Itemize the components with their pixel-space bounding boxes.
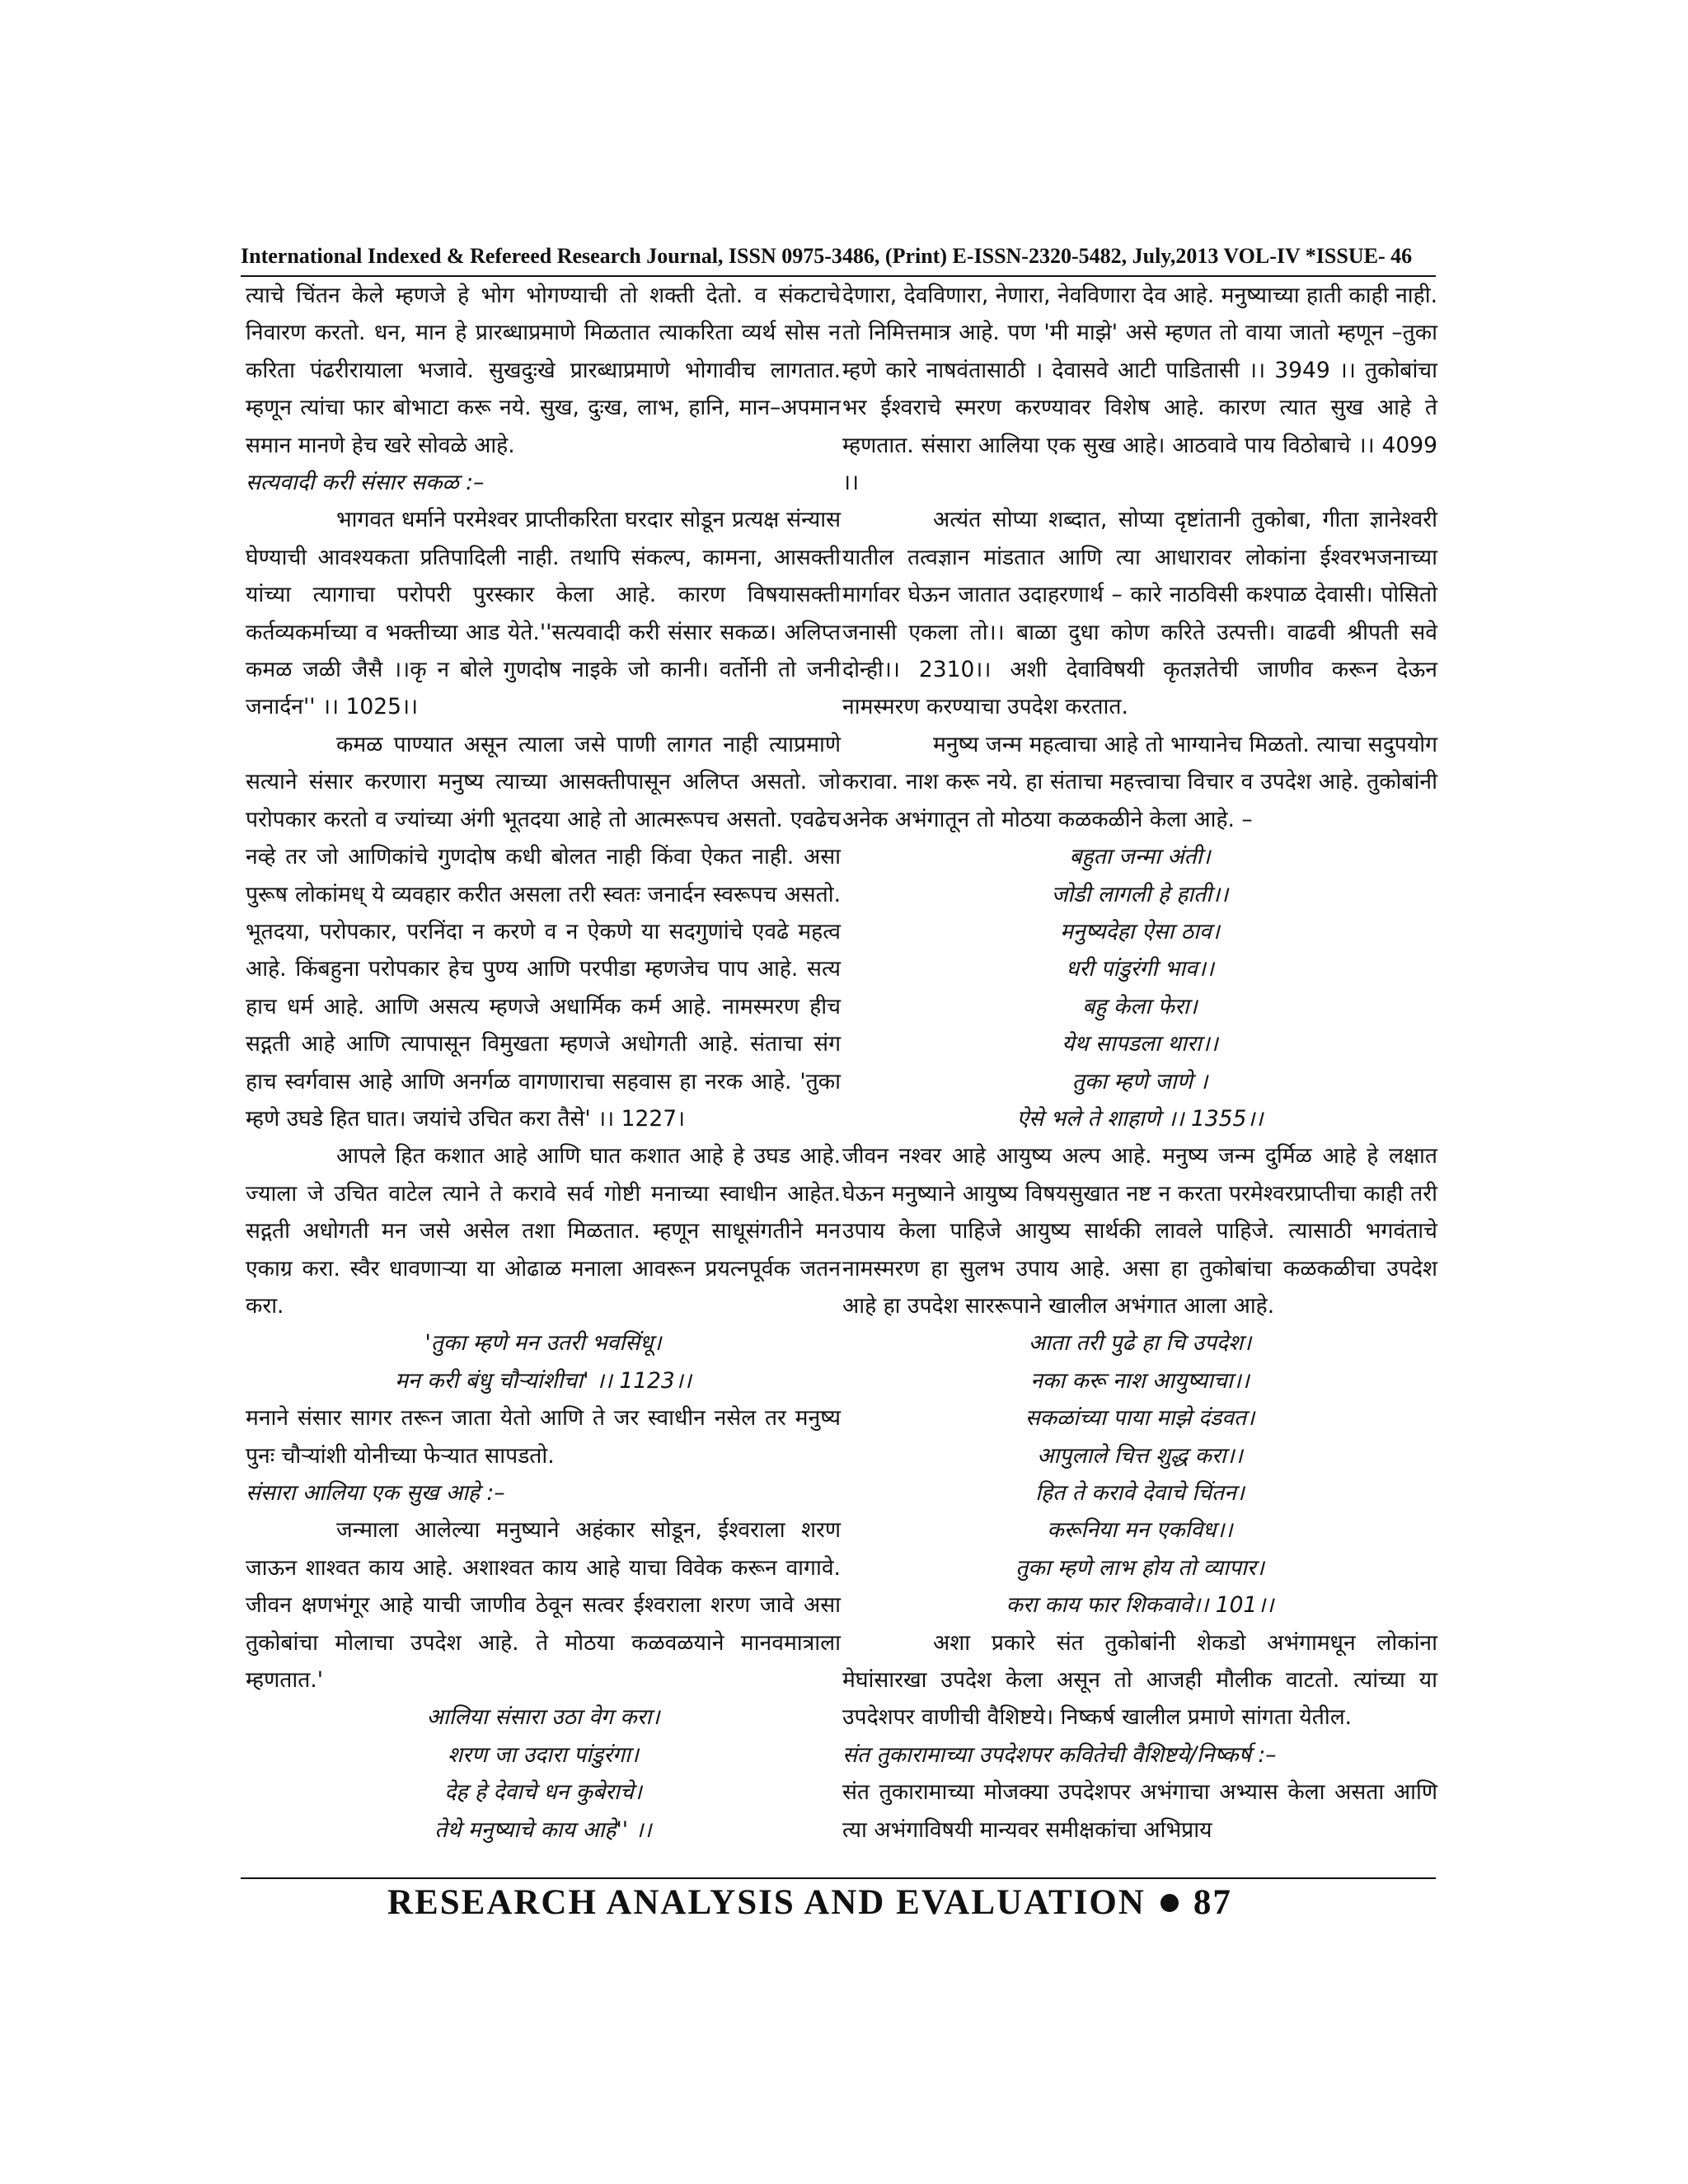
right-verse-2-line: करूनिया मन एकविध।। — [1047, 1517, 1233, 1544]
right-verse-1-line: जोडी लागली हे हाती।। — [1051, 881, 1229, 907]
right-verse-2-line: तुका म्हणे लाभ होय तो व्यापार। — [1015, 1554, 1264, 1581]
right-verse-2-line: आता तरी पुढे हा चि उपदेश। — [1028, 1330, 1252, 1357]
right-paragraph-5: अशा प्रकारे संत तुकोबांनी शेकडो अभंगामधून लोकांना मेघांसारखा उपदेश केला असून तो आजही मौलीक वाटतो. त्यांच्या या उपदेशपर वाणीची वैशिष्टये। निष्कर्ष खालील प्रमाणे सांगता येतील. — [842, 1629, 1437, 1731]
page-number: 87 — [1193, 1883, 1232, 1922]
right-verse-1-line: बहु केला फेरा। — [1082, 993, 1198, 1019]
right-subheading-1: संत तुकारामाच्या उपदेशपर कवितेची वैशिष्टये/निष्कर्ष :– — [842, 1741, 1277, 1768]
right-paragraph-1: देणारा, देवविणारा, नेणारा, नेवविणारा देव आहे. मनुष्याच्या हाती काही नाही. तो निमित्तमात्र आहे. पण 'मी माझे' असे म्हणत तो वाया जातो म्हणून –तुका म्हणे कारे नाषवंतासाठी । देवासवे आटी पाडितासी ।। 3949 ।। तुकोबांचा भर ईश्वराचे स्मरण करण्यावर विशेष आहे. कारण त्यात सुख आहे ते म्हणतात. संसारा आलिया एक सुख आहे। आठवावे पाय विठोबाचे ।। 4099 ।। — [842, 283, 1437, 496]
left-paragraph-5: मनाने संसार सागर तरून जाता येतो आणि ते जर स्वाधीन नसेल तर मनुष्य पुनः चौऱ्यांशी योनीच्या फेऱ्यात सापडतो. — [246, 1405, 841, 1469]
left-verse-1-line: 'तुका म्हणे मन उतरी भवसिंधू। — [424, 1330, 662, 1357]
right-verse-2-line: नका करू नाश आयुष्याचा।। — [1030, 1367, 1250, 1394]
left-verse-1-line: मन करी बंधु चौऱ्यांशीचा' ।। 1123।। — [395, 1367, 692, 1394]
left-verse-2-line: आलिया संसारा उठा वेग करा। — [426, 1704, 660, 1731]
right-verse-2-line: आपुलाले चित्त शुद्ध करा।। — [1037, 1442, 1243, 1469]
bullet-icon — [1160, 1894, 1179, 1912]
right-paragraph-2: अत्यंत सोप्या शब्दात, सोप्या दृष्टांतानी तुकोबा, गीता ज्ञानेश्वरी यातील तत्वज्ञान मांडतात आणि त्या आधारावर लोकांना ईश्वरभजनाच्या मार्गावर घेऊन जातात उदाहरणार्थ – कारे नाठविसी कश्पाळ देवासी। पोसितो जनासी एकला तो।। बाळा दुधा कोण करिते उत्पत्ती। वाढवी श्रीपती सवे दोन्ही।। 2310।। अशी देवाविषयी कृतज्ञतेची जाणीव करून देऊन नामस्मरण करण्याचा उपदेश करतात. — [842, 507, 1437, 720]
left-subheading-1: सत्यवादी करी संसार सकळ :– — [246, 470, 485, 496]
right-paragraph-4: जीवन नश्वर आहे आयुष्य अल्प आहे. मनुष्य जन्म दुर्मिळ आहे हे लक्षात घेऊन मनुष्याने आयुष्य विषयसुखात नष्ट न करता परमेश्वरप्राप्तीचा काही तरी उपाय केला पाहिजे आयुष्य सार्थकी लावले पाहिजे. त्यासाठी भगवंताचे नामस्मरण हा सुलभ उपाय आहे. असा हा तुकोबांचा कळकळीचा उपदेश आहे हा उपदेश साररूपाने खालील अभंगात आला आहे. — [842, 1143, 1437, 1319]
right-verse-1-line: तुका म्हणे जाणे । — [1071, 1068, 1208, 1094]
right-verse-2-line: सकळांच्या पाया माझे दंडवत। — [1025, 1405, 1255, 1432]
left-column — [246, 277, 841, 1849]
footer-divider — [241, 1877, 1436, 1879]
left-subheading-2: संसारा आलिया एक सुख आहे :– — [246, 1480, 505, 1506]
left-verse-2-line: शरण जा उदारा पांडुरंगा। — [448, 1741, 639, 1768]
right-verse-1-line: मनुष्यदेहा ऐसा ठाव। — [1060, 918, 1220, 944]
left-paragraph-3: कमळ पाण्यात असून त्याला जसे पाणी लागत नाही त्याप्रमाणे सत्याने संसार करणारा मनुष्य त्याच्या आसक्तीपासून अलिप्त असतो. जो परोपकार करतो व ज्यांच्या अंगी भूतदया आहे तो आत्मरूपच असतो. एवढेच नव्हे तर जो आणिकांचे गुणदोष कधी बोलत नाही किंवा ऐकत नाही. असा पुरूष लोकांमध् ये व्यवहार करीत असला तरी स्वतः जनार्दन स्वरूपच असतो. भूतदया, परोपकार, परनिंदा न करणे व न ऐकणे या सदगुणांचे एवढे महत्व आहे. किंबहुना परोपकार हेच पुण्य आणि परपीडा म्हणजेच पाप आहे. सत्य हाच धर्म आहे. आणि असत्य म्हणजे अधार्मिक कर्म आहे. नामस्मरण हीच सद्गती आहे आणि त्यापासून विमुखता म्हणजे अधोगती आहे. संताचा संग हाच स्वर्गवास आहे आणि अनर्गळ वागणाराचा सहवास हा नरक आहे. 'तुका म्हणे उघडे हित घात। जयांचे उचित करा तैसे' ।। 1227। — [246, 731, 841, 1132]
left-verse-2-line: देह हे देवाचे धन कुबेराचे। — [444, 1779, 642, 1806]
right-verse-1-line: ऐसे भले ते शाहाणे ।। 1355।। — [1016, 1105, 1264, 1132]
right-verse-2-line: करा काय फार शिकवावे।। 101।। — [1006, 1592, 1274, 1619]
left-paragraph-2: भागवत धर्माने परमेश्वर प्राप्तीकरिता घरदार सोडून प्रत्यक्ष संन्यास घेण्याची आवश्यकता प्रतिपादिली नाही. तथापि संकल्प, कामना, आसक्ती यांच्या त्यागाचा परोपरी पुरस्कार केला आहे. कारण विषयासक्ती कर्तव्यकर्माच्या व भक्तीच्या आड येते.''सत्यवादी करी संसार सकळ। अलिप्त कमळ जळी जैसै ।।कृ न बोले गुणदोष नाइके जो कानी। वर्तोनी तो जनी जनार्दन'' ।। 1025।। — [246, 507, 841, 720]
right-verse-1-line: बहुता जन्मा अंती। — [1069, 844, 1211, 870]
right-verse-2-line: हित ते करावे देवाचे चिंतन। — [1035, 1480, 1245, 1506]
left-paragraph-6: जन्माला आलेल्या मनुष्याने अहंकार सोडून, ईश्वराला शरण जाऊन शाश्वत काय आहे. अशाश्वत काय आहे याचा विवेक करून वागावे. जीवन क्षणभंगूर आहे याची जाणीव ठेवून सत्वर ईश्वराला शरण जावे असा तुकोबांचा मोलाचा उपदेश आहे. ते मोठया कळवळयाने मानवमात्राला म्हणतात.' — [246, 1517, 841, 1694]
right-paragraph-3: मनुष्य जन्म महत्वाचा आहे तो भाग्यानेच मिळतो. त्याचा सदुपयोग करावा. नाश करू नये. हा संताचा महत्त्वाचा विचार व उपदेश आहे. तुकोबांनी अनेक अभंगातून तो मोठया कळकळीने केला आहे. – — [842, 731, 1437, 832]
footer-title: RESEARCH ANALYSIS AND EVALUATION — [387, 1883, 1146, 1922]
left-verse-2-line: तेथे मनुष्याचे काय आहे'' ।। — [434, 1816, 652, 1843]
right-verse-1-line: धरी पांडुरंगी भाव।। — [1066, 956, 1214, 982]
journal-footer — [387, 1882, 1232, 1923]
left-paragraph-4: आपले हित कशात आहे आणि घात कशात आहे हे उघड आहे. ज्याला जे उचित वाटेल त्याने ते करावे सर्व गोष्टी मनाच्या स्वाधीन आहेत. सद्गती अधोगती मन जसे असेल तशा मिळतात. म्हणून साधूसंगतीने मन एकाग्र करा. स्वैर धावणाऱ्या या ओढाळ मनाला आवरून प्रयत्नपूर्वक जतन करा. — [246, 1143, 841, 1319]
left-paragraph-1: त्याचे चिंतन केले म्हणजे हे भोग भोगण्याची तो शक्ती देतो. व संकटाचे निवारण करतो. धन, मान हे प्रारब्धाप्रमाणे मिळतात त्याकरिता व्यर्थ सोस न करिता पंढरीरायाला भजावे. सुखदुःखे प्रारब्धाप्रमाणे भोगावीच लागतात. म्हणून त्यांचा फार बोभाटा करू नये. सुख, दुःख, लाभ, हानि, मान–अपमान समान मानणे हेच खरे सोवळे आहे. — [246, 283, 841, 458]
right-verse-1-line: येथ सापडला थारा।। — [1062, 1031, 1218, 1057]
right-column — [842, 277, 1437, 1849]
journal-header: International Indexed & Refereed Research Journal, ISSN 0975-3486, (Print) E-ISSN-2320-5482, July,2013 VOL-IV *ISSUE- 46 — [241, 244, 1413, 268]
right-paragraph-6: संत तुकारामाच्या मोजक्या उपदेशपर अभंगाचा अभ्यास केला असता आणि त्या अभंगाविषयी मान्यवर समीक्षकांचा अभिप्राय — [842, 1779, 1437, 1843]
